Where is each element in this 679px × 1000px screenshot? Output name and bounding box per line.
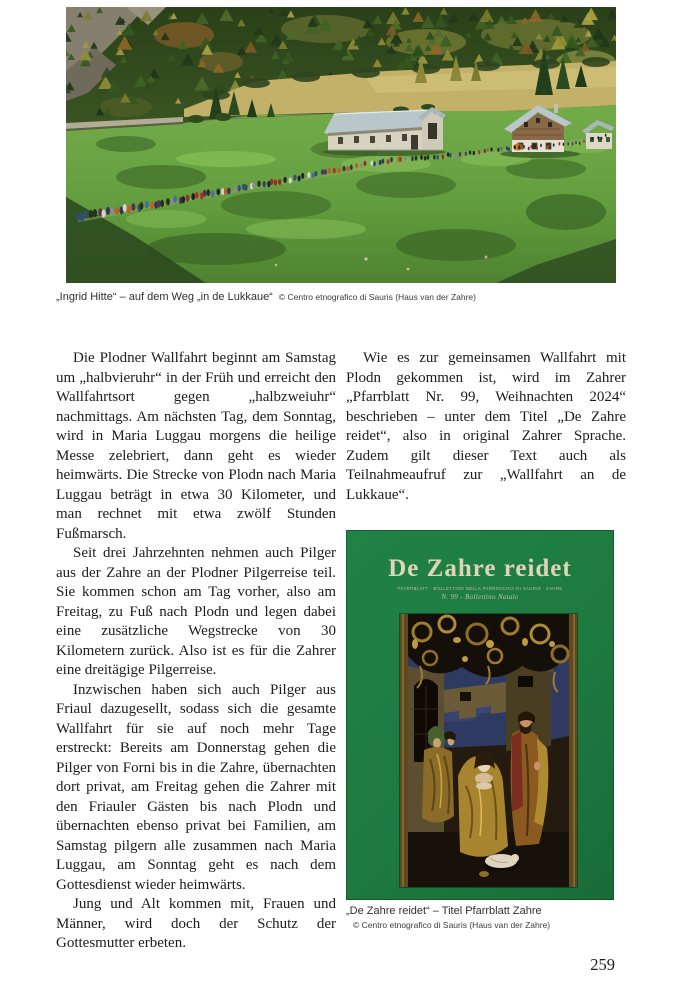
cover-issue-line: N. 99 - Bollettino Natale — [441, 594, 519, 601]
paragraph: Inzwischen haben sich auch Pilger aus Friaul dazugesellt, sodass sich die gesamte Wallfahrt für sie auf noch mehr Tage erstreckt: Bereits am Donnerstag gehen die Pilger von Forni bis in die Zahre, übernachten dort privat, am Freitag gehen die Zahrer mit den Friauler Gästen bis nach Plodn und übernachten ebenso privat bei Familien, am Samstag pilgern alle zusammen nach Maria Luggau, am Sonntag geht es nach dem Gottesdienst wieder heimwärts. — [56, 681, 336, 893]
paragraph: Wie es zur gemeinsamen Wallfahrt mit Plodn gekommen ist, wird im Zahrer „Pfarrblatt Nr. 99, Weihnachten 2024“ beschrieben – unter dem Titel „De Zahre reidet“, also in original Zahrer Sprache. Zudem gilt dieser Text auch als Teilnahmeaufruf zur „Wallfahrt an de Lukkaue“. — [346, 350, 626, 503]
paragraph: Die Plodner Wallfahrt beginnt am Samstag um „halbvieruhr“ in der Früh und erreicht den Wallfahrtsort gegen „halbzweiuhr“ nachmittags. Am nächsten Tag, dem Sonntag, wird in Maria Luggau morgens die heilige Messe zelebriert, dann geht es wieder heimwärts. Die Strecke von Plodn nach Maria Luggau beträgt in etwa 30 Kilometer, und man rechnet mit etwa zwölf Stunden Fußmarsch. — [56, 350, 336, 542]
photo-caption — [56, 291, 624, 303]
photo-caption-text: „Ingrid Hitte“ – auf dem Weg „in de Lukkaue“ — [56, 291, 273, 303]
barn-building — [324, 107, 446, 150]
cover-caption-text: „De Zahre reidet“ – Titel Pfarrblatt Zahre — [346, 905, 542, 917]
cover-credit: © Centro etnografico di Sauris (Haus van der Zahre) — [353, 920, 551, 930]
right-text-column — [346, 349, 626, 505]
page-number: 259 — [590, 955, 615, 974]
pfarrblatt-cover — [346, 530, 614, 900]
paragraph: Jung und Alt kommen mit, Frauen und Männer, wird doch der Schutz der Gottesmutter erbeten. — [56, 896, 336, 951]
paragraph: Seit drei Jahrzehnten nehmen auch Pilger aus der Zahre an der Plodner Pilgerreise teil. Sie kommen schon am Tag vorher, also am Freitag, zu Fuß nach Plodn und legen dabei eine zusätzliche Wegstrecke von 30 Kilometern zurück. Also ist es für die Zahrer eine dreitägige Pilgerreise. — [56, 545, 336, 678]
cover-caption — [346, 905, 636, 932]
cover-title: De Zahre reidet — [388, 555, 572, 582]
pilgrimage-photo-illustration — [66, 7, 616, 283]
nativity-carving-illustration — [400, 614, 577, 887]
cover-subtitle: PFARRBLATT · BOLLETTINO DELLA PARROCCHIA DI SAURIS · ZAHRE — [397, 586, 563, 591]
pilgrimage-photo — [66, 7, 616, 283]
photo-credit: © Centro etnografico di Sauris (Haus van der Zahre) — [278, 292, 476, 302]
nativity-carving-image — [400, 614, 577, 887]
left-text-column — [56, 349, 336, 954]
